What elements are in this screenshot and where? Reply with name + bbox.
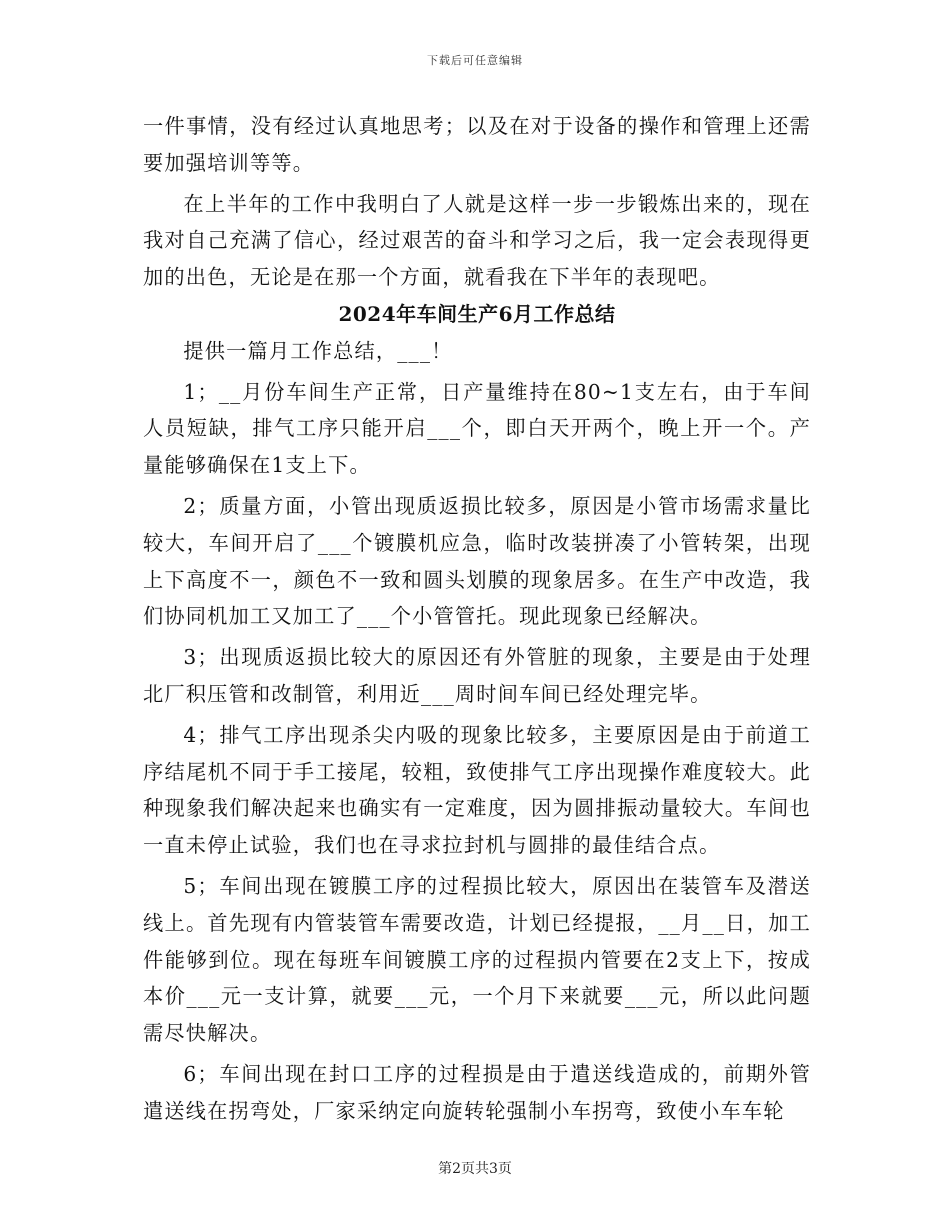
list-item: 4；排气工序出现杀尖内吸的现象比较多，主要原因是由于前道工序结尾机不同于手工接尾，较粗，致使排气工序出现操作难度较大。此种现象我们解决起来也确实有一定难度，因为圆排振动量较大。车间也一直未停止试验，我们也在寻求拉封机与圆排的最佳结合点。 [143,722,811,858]
list-item: 6；车间出现在封口工序的过程损是由于遣送线造成的，前期外管遣送线在拐弯处，厂家采纳定向旋转轮强制小车拐弯，致使小车车轮 [143,1061,811,1123]
page-number: 第2页共3页 [438,1161,512,1177]
paragraph-continuation: 一件事情，没有经过认真地思考；以及在对于设备的操作和管理上还需要加强培训等等。 [143,114,811,175]
section-title: 2024年车间生产6月工作总结 [338,301,616,326]
list-item: 5；车间出现在镀膜工序的过程损比较大，原因出在装管车及潜送线上。首先现有内管装管车需要改造，计划已经提报，__月__日，加工件能够到位。现在每班车间镀膜工序的过程损内管要在2支上下，按成本价___元一支计算，就要___元，一个月下来就要___元，所以此问题需尽快解决。 [143,873,811,1046]
list-item: 2；质量方面，小管出现质返损比较多，原因是小管市场需求量比较大，车间开启了___个镀膜机应急，临时改装拼凑了小管转架，出现上下高度不一，颜色不一致和圆头划膜的现象居多。在生产中改造，我们协同机加工又加工了___个小管管托。现此现象已经解决。 [143,493,811,629]
page-header-note: 下载后可任意编辑 [427,54,523,67]
section-intro: 提供一篇月工作总结，___！ [183,338,453,363]
document-body [143,108,811,1130]
list-item: 1；__月份车间生产正常，日产量维持在80~1支左右，由于车间人员短缺，排气工序只能开启___个，即白天开两个，晚上开一个。产量能够确保在1支上下。 [143,379,811,478]
list-item: 3；出现质返损比较大的原因还有外管脏的现象，主要是由于处理北厂积压管和改制管，利用近___周时间车间已经处理完毕。 [143,645,811,706]
paragraph-reflection: 在上半年的工作中我明白了人就是这样一步一步锻炼出来的，现在我对自己充满了信心，经过艰苦的奋斗和学习之后，我一定会表现得更加的出色，无论是在那一个方面，就看我在下半年的表现吧。 [143,191,811,290]
